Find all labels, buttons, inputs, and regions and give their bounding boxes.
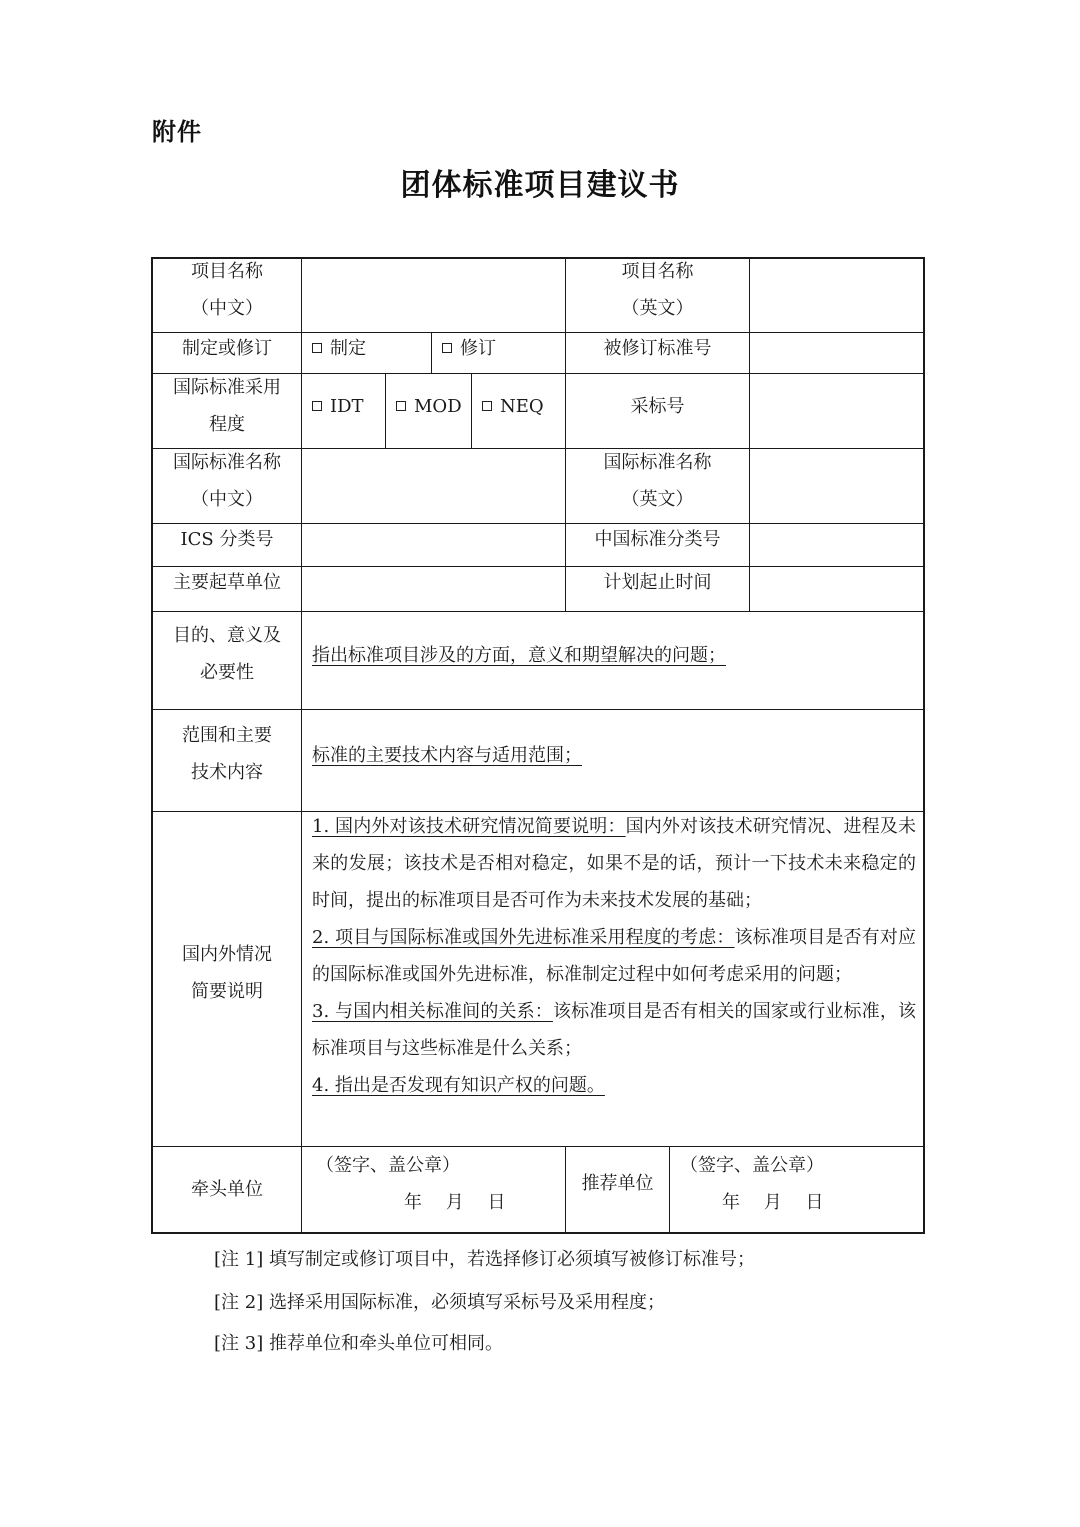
row-divider: [151, 709, 925, 710]
note-2: [注 2] 选择采用国际标准，必须填写采标号及采用程度；: [214, 1292, 665, 1313]
drafting-unit-field[interactable]: [302, 567, 565, 611]
mod-checkbox[interactable]: MOD: [396, 388, 470, 425]
project-name-cn-field[interactable]: [302, 259, 565, 332]
intl-name-en-field[interactable]: [750, 449, 923, 523]
project-name-en-field[interactable]: [750, 259, 923, 332]
row-divider: [151, 611, 925, 612]
label-adopt-no: 采标号: [630, 396, 685, 417]
label-drafting-unit: 主要起草单位: [173, 572, 281, 593]
situation-item-2: 2. 项目与国际标准或国外先进标准采用程度的考虑：该标准项目是否有对应的国际标准或国外先进标准，标准制定过程中如何考虑采用的问题；: [312, 927, 916, 985]
label-purpose: 目的、意义及 必要性: [173, 625, 281, 683]
table-border-right: [923, 257, 925, 1234]
recommend-sign-note: （签字、盖公章）: [680, 1155, 824, 1176]
label-project-name-cn: 项目名称 （中文）: [191, 261, 263, 319]
recommend-unit-sign-area[interactable]: [670, 1147, 923, 1232]
label-intl-adopt-degree: 国际标准采用 程度: [173, 377, 281, 435]
label-situation: 国内外情况 简要说明: [182, 944, 272, 1002]
document-title: 团体标准项目建议书: [400, 168, 680, 203]
ccs-field[interactable]: [750, 524, 923, 566]
label-scope: 范围和主要 技术内容: [182, 725, 272, 783]
note-3: [注 3] 推荐单位和牵头单位可相同。: [214, 1333, 503, 1354]
purpose-text[interactable]: 指出标准项目涉及的方面，意义和期望解决的问题；: [312, 645, 726, 666]
checkbox-icon: [312, 401, 322, 411]
col-divider: [431, 332, 432, 374]
label-lead-unit: 牵头单位: [191, 1179, 263, 1200]
revised-std-no-field[interactable]: [750, 334, 923, 373]
col-divider: [301, 257, 302, 1234]
label-recommend-unit: 推荐单位: [581, 1173, 654, 1194]
checkbox-icon: [396, 401, 406, 411]
situation-text[interactable]: [312, 808, 916, 1104]
situation-item-4: 4. 指出是否发现有知识产权的问题。: [312, 1075, 605, 1096]
scope-text[interactable]: 标准的主要技术内容与适用范围；: [312, 745, 582, 766]
checkbox-icon: [442, 343, 452, 353]
note-1: [注 1] 填写制定或修订项目中，若选择修订必须填写被修订标准号；: [214, 1249, 755, 1270]
col-divider: [385, 373, 386, 449]
label-intl-name-en: 国际标准名称 （英文）: [603, 452, 712, 510]
lead-sign-note: （签字、盖公章）: [316, 1155, 460, 1176]
lead-unit-sign-area[interactable]: [302, 1147, 565, 1232]
checkbox-icon: [312, 343, 322, 353]
draft-checkbox[interactable]: 制定: [312, 330, 430, 367]
label-project-name-en: 项目名称 （英文）: [621, 261, 694, 319]
adopt-no-field[interactable]: [750, 374, 923, 448]
label-ccs: 中国标准分类号: [594, 529, 721, 550]
situation-item-1: 1. 国内外对该技术研究情况简要说明：国内外对该技术研究情况、进程及未来的发展；该技术是否相对稳定，如果不是的话，预计一下技术未来稳定的时间，提出的标准项目是否可作为未来技术发展的基础；: [312, 816, 916, 911]
label-ics: ICS 分类号: [180, 529, 274, 550]
label-draft-or-revise: 制定或修订: [182, 338, 272, 359]
revise-checkbox[interactable]: 修订: [442, 330, 562, 367]
attachment-label: 附件: [152, 117, 202, 146]
label-intl-name-cn: 国际标准名称 （中文）: [173, 452, 281, 510]
idt-checkbox[interactable]: IDT: [312, 388, 384, 425]
intl-name-cn-field[interactable]: [302, 449, 565, 523]
checkbox-icon: [482, 401, 492, 411]
label-plan-period: 计划起止时间: [603, 572, 712, 593]
col-divider: [471, 373, 472, 449]
lead-date-line: 年 月 日: [404, 1192, 506, 1213]
plan-period-field[interactable]: [750, 567, 923, 611]
ics-field[interactable]: [302, 524, 565, 566]
neq-checkbox[interactable]: NEQ: [482, 388, 564, 425]
situation-item-3: 3. 与国内相关标准间的关系：该标准项目是否有相关的国家或行业标准，该标准项目与这些标准是什么关系；: [312, 1001, 916, 1059]
table-border-bottom: [151, 1232, 925, 1234]
recommend-date-line: 年 月 日: [722, 1192, 824, 1213]
label-revised-std-no: 被修订标准号: [603, 338, 712, 359]
